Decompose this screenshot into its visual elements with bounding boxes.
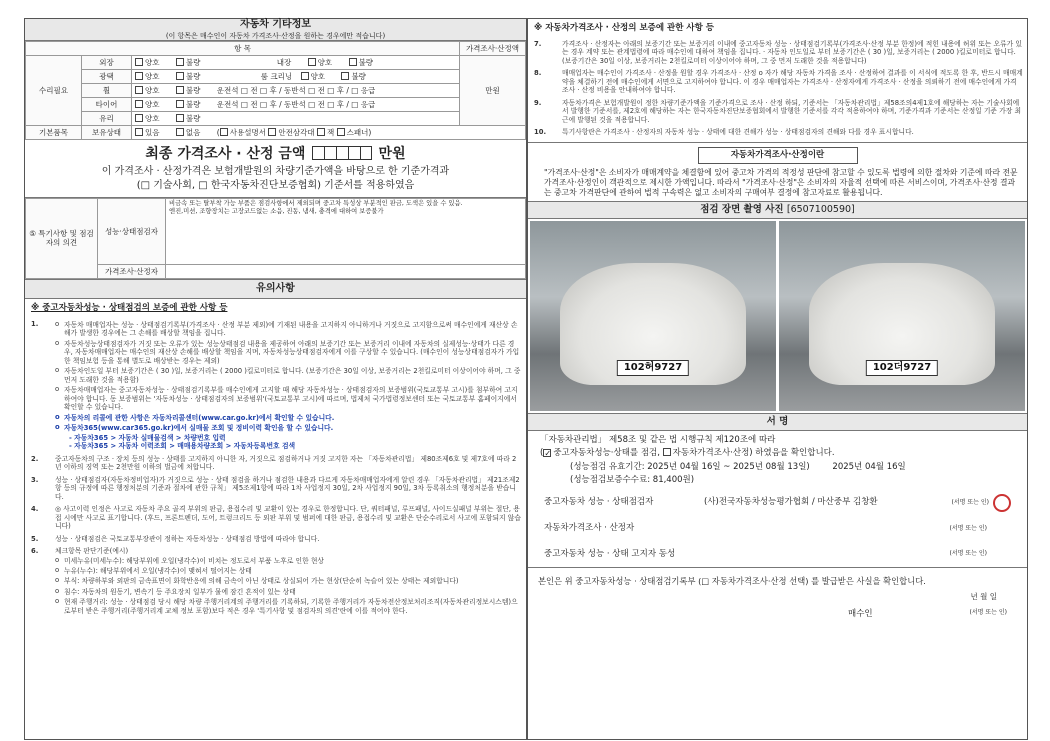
row-name: 휠 [82, 84, 132, 98]
buyer-row: 매수인 (서명 또는 인) [848, 609, 1007, 620]
checkbox[interactable] [176, 128, 184, 136]
row-options: 양호 불량 운전석 □ 전 □ 후 / 동반석 □ 전 □ 후 / □ 응급 [132, 98, 460, 112]
receipt-date: 년 월 일 [970, 591, 997, 601]
car365-sub-2: - 자동차365 > 자동차 이력조회 > 매매용차량조회 > 자동차등록번호 검색 [69, 442, 296, 451]
signature-title: 서 명 [528, 413, 1027, 431]
special-row2-label: 가격조사·산정자 [98, 264, 166, 278]
front-plate: 102허9727 [617, 360, 689, 377]
row-name: 타이어 [82, 98, 132, 112]
notice-item-3: 3. 성능 · 상태점검자(자동차정비업자)가 거짓으로 성능 · 상태 점검을 하거나 점검한 내용과 다르게 자동차매매업자에게 알린 경우 「자동차관리법」 제21조제2항 등의 규정에 따른 행정처분의 기준과 절차에 관한 규칙」 제5조제1항에 따라 1차 사업정지 30일, 2차 사업정지 90일, 3차 등록취소의 행정처분을 받습니다. [31, 475, 520, 501]
checkbox[interactable] [268, 128, 276, 136]
final-price-unit: 만원 [378, 146, 406, 163]
receipt-line: 본인은 위 중고자동차성능 · 상태점검기록부 (□ 자동차가격조사·산정 선택) 를 발급받은 사실을 확인합니다. [538, 575, 926, 586]
checkbox[interactable] [337, 128, 345, 136]
checkbox[interactable] [317, 128, 325, 136]
recall-link[interactable]: o 자동차의 리콜에 관한 사항은 자동차리콜센터(www.car.go.kr)에서 확인할 수 있습니다. [55, 413, 522, 423]
row-options: 양호 불량 운전석 □ 전 □ 후 / 동반석 □ 전 □ 후 / □ 응급 [132, 84, 460, 98]
final-desc-1: 이 가격조사 · 산정가격은 보험개발원의 차량기준가액을 바탕으로 한 기준가격과 [101, 165, 450, 177]
inspector-name: (사)전국자동차성능평가협회 / 마산중부 김창환 [704, 497, 878, 508]
row-options: 양호 불량 [132, 112, 460, 126]
checkbox[interactable] [176, 86, 184, 94]
notice-bullet: o 누유(누수): 해당부위에서 오일(냉각수)이 맺혀서 떨어지는 상태 [55, 566, 522, 576]
notice-item-5: 5. 성능 · 상태점검은 국토교통부장관이 정하는 자동차성능 · 상태점검 방법에 따라야 합니다. [31, 534, 320, 543]
checkbox[interactable] [135, 128, 143, 136]
notice-item-1: 1. o 자동차 매매업자는 성능 · 상태점검기록부(가격조사 · 산정 부분 제외)에 기재된 내용을 고지하지 아니하거나 거짓으로 고지함으로써 매수인에게 재산상 손해가 발생한 경우에는 그 손해를 배상할 책임을 집니다. o 자동차성능상태점검자가 거짓 또는 오류가 있는 성능상태점검 내용을 제공하여 아래의 보증기간 또는 보증거리 이내에 자동차의 실제성능·상태가 다른 경우, 자동차매매업자는 매수인의 재산상 손해를 배상할 책임을 지며, 자동차성능상태점검자에게 이를 구상할 수 있습니다. (매수인이 성능상태점검자가 가입한 책임보험 등을 통해 별도로 배상받는 경우는 제외) o 자동차인도일 부터 보증기간은 ( 30 )일, 보증거리는 ( 2000 )킬로미터로 합니다. (보증기간은 30일 이상, 보증거리는 2천킬로미터 이상이어야 하며, 그 중 먼저 도래한 것을 적용함) o 자동차매매업자는 중고자동차성능 · 상태점검기록부를 매수인에게 고지할 때 해당 자동차성능 · 상태점검자의 보증범위(국토교통부 고시)를 첨부하여 고지하여야 합니다. 동 보증범위는 '자동차성능 · 상태점검자의 보증범위'(국토교통부 고시)에 따르며, 법제처 국가법령정보센터 또는 국토교통부 홈페이지에서 확인할 수 있습니다. o 자동차의 리콜에 관한 사항은 자동차리콜센터(www.car.go.kr)에서 확인할 수 있습니다. o 자동차365(www.car365.go.kr)에서 실매물 조회 및 정비이력 확인을 할 수 있습니다. - 자동차365 > 자동차 실매물검색 > 차량번호 입력 - 자동차365 > 자동차 이력조회 > 매매용차량조회 > 자동차등록번호 검색 [25, 318, 526, 453]
confirm-line: (✓ 중고자동차성능·상태를 점검, 자동차가격조사·산정) 하였음을 확인합니다. [540, 448, 1015, 459]
row-options: 양호 불량 룸 크리닝 양호 불량 [132, 70, 460, 84]
notice-item-6: 6. 체크항목 판단기준(예시) o 미세누유(미세누수): 해당부위에 오일(냉각수)이 비치는 정도로서 부품 노후로 인한 현상 o 누유(누수): 해당부위에서 오일(냉각수)이 맺혀서 떨어지는 상태 o 부식: 차량하부와 외판의 금속표면이 화학반응에 의해 금속이 아닌 상태로 상실되어 가는 현상(단순히 녹슬어 있는 상태는 제외합니다) o 침수: 자동차의 원동기, 변속기 등 주요장치 일부가 물에 잠긴 흔적이 있는 상태 o 현재 주행거리: 성능 · 상태점검 당시 해당 차량 주행거리계의 주행거리를 기록하되, 기록한 주행거리가 자동차전산정보처리조직(자동차관리정보시스템)으로부터 받은 주행거리(주행거리계 교체 정보 포함)보다 적은 경우 '특기사항 및 점검자의 의견'란에 이를 적어야 한다. [25, 545, 526, 618]
final-price-section [25, 140, 526, 198]
photo-section-title: 점검 장면 촬영 사진 [6507100590] [528, 201, 1027, 219]
notice-bullet: o 자동차성능상태점검자가 거짓 또는 오류가 있는 성능상태점검 내용을 제공하여 아래의 보증기간 또는 보증거리 이내에 자동차의 실제성능·상태가 다른 경우, 자동차매매업자는 매수인의 재산상 손해를 배상할 책임을 지며, 자동차성능상태점검자에게 이를 구상할 수 있습니다. (매수인이 성능상태점검자가 가입한 책임보험 등을 통해 별도로 배상받는 경우는 제외) [55, 339, 522, 366]
special-row1-text: 비금속 또는 탈부착 가능 부품은 점검사항에서 제외되며 중고차 특성상 부분적인 판금, 도색은 있을 수 있음. 엔진,미션, 조향장치는 고장코드없는 소음, 진동, 냄새, 충격에 대하여 보증불가 [166, 198, 526, 264]
performance-checkbox[interactable] [543, 449, 551, 457]
notice-bullet: o 현재 주행거리: 성능 · 상태점검 당시 해당 차량 주행거리계의 주행거리를 기록하되, 기록한 주행거리가 자동차전산정보처리조직(자동차관리정보시스템)으로부터 받은 주행거리(주행거리계 교체 정보 포함)보다 적은 경우 '특기사항 및 점검자의 의견'란에 이를 적어야 한다. [55, 597, 522, 616]
notice-bullet: o 미세누유(미세누수): 해당부위에 오일(냉각수)이 비치는 정도로서 부품 노후로 인한 현상 [55, 556, 522, 566]
definition-box [528, 142, 1027, 201]
final-price-boxes[interactable] [312, 146, 372, 160]
notice-head: ※ 중고자동차성능 · 상태점검의 보증에 관한 사항 등 [31, 303, 228, 314]
signature-section [528, 431, 1027, 490]
appraiser-row: 자동차가격조사 · 산정자 (서명 또는 인) [544, 523, 987, 534]
other-info-title: 자동차 기타정보 (이 항목은 매수인이 자동차 가격조사·산정을 원하는 경우에만 적습니다) [25, 19, 526, 41]
checkbox[interactable] [176, 58, 184, 66]
rear-plate: 102더9727 [866, 360, 938, 377]
photo-area [528, 219, 1027, 413]
deposit-line: (성능점검보증수수료: 81,400원) [570, 474, 695, 485]
notice-bullet: o 자동차 매매업자는 성능 · 상태점검기록부(가격조사 · 산정 부분 제외)에 기재된 내용을 고지하지 아니하거나 거짓으로 고지함으로써 매수인에게 재산상 손해가 발생한 경우에는 그 손해를 배상할 책임을 집니다. [55, 320, 522, 339]
repair-label: 수리필요 [26, 56, 82, 126]
final-desc-2: (□ 기술사회, □ 한국자동차진단보증협회) 기준서를 적용하였음 [136, 180, 415, 192]
warranty-item-7: 7. 가격조사 · 산정자는 아래의 보증기간 또는 보증거리 이내에 중고자동차 성능 · 상태점검기록부(가격조사·산정 부분 한정)에 적힌 내용에 허위 또는 오류가 있는 경우 계약 또는 관계법령에 따라 매수인에 대하여 책임을 집니다. · 자동차 인도일로 부터 보증기간은 ( 30 )일, 보증거리는 ( 2000 )킬로미터로 합니다. (보증기간은 30일 이상, 보증거리는 2천킬로미터 이상이어야 하며, 그 중 먼저 도래한 것을 적용합니다) [534, 39, 1022, 65]
warranty-item-10: 10. 특기사항란은 가격조사 · 산정자의 자동차 성능 · 상태에 대한 견해가 성능 · 상태점검자의 견해와 다를 경우 표시합니다. [534, 127, 914, 136]
price-value: 만원 [460, 56, 526, 126]
inspector-row: 중고자동차 성능 · 상태점검자 (사)전국자동차성능평가협회 / 마산중부 김창환 (서명 또는 인) [528, 490, 1027, 516]
special-row2-value[interactable] [166, 264, 526, 278]
other-info-subtitle: (이 항목은 매수인이 자동차 가격조사·산정을 원하는 경우에만 적습니다) [165, 31, 386, 40]
car365-sub-1: - 자동차365 > 자동차 실매물검색 > 차량번호 입력 [69, 433, 226, 442]
checkbox[interactable] [308, 58, 316, 66]
row-name: 외장 [82, 56, 132, 70]
checkbox[interactable] [176, 114, 184, 122]
inspector-seal [993, 494, 1011, 512]
checkbox[interactable] [349, 58, 357, 66]
sign-date: 2025년 04월 16일 [832, 462, 906, 473]
checkbox[interactable] [135, 86, 143, 94]
other-info-table [25, 41, 526, 140]
basic-options: 있음 없음 ( 사용설명서 안전삼각대 잭 스패너) [132, 126, 526, 140]
notice-bullet: o 자동차매매업자는 중고자동차성능 · 상태점검기록부를 매수인에게 고지할 때 해당 자동차성능 · 상태점검자의 보증범위(국토교통부 고시)를 첨부하여 고지하여야 합니다. 동 보증범위는 '자동차성능 · 상태점검자의 보증범위'(국토교통부 고시)에 따르며, 법제처 국가법령정보센터 또는 국토교통부 홈페이지에서 확인할 수 있습니다. [55, 385, 522, 412]
notice-item-2: 2. 중고자동차의 구조 · 장치 등의 성능 · 상태를 고지하지 아니한 자, 거짓으로 점검하거나 거짓 고지한 자는 「자동차관리법」 제80조제6호 및 제7호에 따라 2년 이하의 징역 또는 2천만원 이하의 벌금에 처합니다. [31, 454, 517, 472]
left-column [24, 18, 527, 740]
basic-label: 기본품목 [26, 126, 82, 140]
checkbox[interactable] [301, 72, 309, 80]
car-front-photo [530, 221, 776, 411]
definition-title: 자동차가격조사·산정이란 [698, 147, 858, 164]
validity-line: (성능점검 유효기간: 2025년 04월 16일 ~ 2025년 08월 13일) 2025년 04월 16일 [570, 462, 906, 473]
final-price-title: 최종 가격조사 · 산정 금액 [145, 146, 306, 163]
law-line: 「자동차관리법」 제58조 및 같은 법 시행규칙 제120조에 따라 [540, 435, 776, 446]
col-price-header: 가격조사·산정액 [460, 42, 526, 56]
right-column [527, 18, 1028, 740]
notifier-row: 중고자동차 성능 · 상태 고지자 동성 (서명 또는 인) [528, 542, 1027, 568]
row-name: 유리 [82, 112, 132, 126]
notice-items [25, 318, 526, 619]
checkbox[interactable] [220, 128, 228, 136]
checkbox[interactable] [135, 114, 143, 122]
appraisal-checkbox[interactable] [663, 448, 671, 456]
notice-title: 유의사항 [25, 279, 526, 300]
checkbox[interactable] [176, 72, 184, 80]
checkbox[interactable] [135, 72, 143, 80]
car-rear-photo [779, 221, 1025, 411]
col-item-header: 항 목 [26, 42, 460, 56]
checkbox[interactable] [135, 58, 143, 66]
row-name: 광택 [82, 70, 132, 84]
checkbox[interactable] [135, 100, 143, 108]
special-notes-table [25, 198, 526, 279]
warranty-item-8: 8. 매매업자는 매수인이 가격조사 · 산정을 원할 경우 가격조사 · 산정 o 자가 해당 자동차 가격을 조사 · 산정하여 결과를 이 서식에 적도록 한 후, 반드시 매매계약을 체결하기 전에 매수인에게 서면으로 고지하여야 합니다. 이 경우 매매업자는 가격조사 · 산정자에게 가격조사 · 산정을 의뢰하기 전에 매수인에게 가격조사 · 산정 비용을 안내하여야 합니다. [534, 69, 1023, 95]
basic-name: 보유상태 [82, 126, 132, 140]
special-row1-label: 성능·상태점검자 [98, 198, 166, 264]
definition-text: "가격조사·산정"은 소비자가 매매계약을 체결함에 있어 중고차 가격의 적정성 판단에 참고할 수 있도록 법령에 의한 절차와 기준에 따라 전문 가격조사·산정인이 객관적으로 제시한 가액입니다. 따라서 "가격조사·산정"은 소비자의 자율적 선택에 따른 서비스이며, 가격조사·산정 결과는 중고차 가격판단에 관하여 법적 구속력은 없고 소비자의 구매여부 결정에 참고자료로 활용됩니다. [544, 168, 1018, 197]
notice-item-4: 4. ◎ 사고이력 인정은 사고로 자동차 주요 골격 부위의 판금, 용접수리 및 교환이 있는 경우로 한정합니다. 단, 쿼터패널, 루프패널, 사이드실패널 부위는 절단, 용접 시에만 사고로 표기합니다. (후드, 프론트펜더, 도어, 트렁크리드 등 외판 부위 및 범퍼에 대한 판금, 용접수리 및 교환은 단순수리로서 사고에 포함되지 않습니다) [31, 505, 521, 531]
photo-id: [6507100590] [786, 204, 855, 216]
car365-link[interactable]: o 자동차365(www.car365.go.kr)에서 실매물 조회 및 정비이력 확인을 할 수 있습니다. [55, 423, 522, 433]
notice-bullet: o 자동차인도일 부터 보증기간은 ( 30 )일, 보증거리는 ( 2000 )킬로미터로 합니다. (보증기간은 30일 이상, 보증거리는 2천킬로미터 이상이어야 하며, 그 중 먼저 도래한 것을 적용함) [55, 366, 522, 385]
row-options: 양호 불량 내장 양호 불량 [132, 56, 460, 70]
special-label: ⑤ 특기사항 및 점검자의 의견 [26, 198, 98, 278]
checkbox[interactable] [176, 100, 184, 108]
notice-bullet: o 부식: 차량하부와 외판의 금속표면이 화학반응에 의해 금속이 아닌 상태로 상실되어 가는 현상(단순히 녹슬어 있는 상태는 제외합니다) [55, 576, 522, 586]
warranty-head: ※ 자동차가격조사 · 산정의 보증에 관한 사항 등 [534, 23, 715, 33]
checkbox[interactable] [341, 72, 349, 80]
warranty-item-9: 9. 자동차가격은 보험개발원이 정한 차량기준가액을 기준가격으로 조사 · 산정 하되, 기준서는 「자동차관리법」제58조의4제1호에 해당하는 자는 기술사회에서 발행한 기준서를, 제2호에 해당하는 자는 한국자동차진단보증협회에서 발행한 기준서를 각각 적용하여야 하며, 기준가격과 기준서는 산정일 기준 가장 최근에 발행된 것을 적용합니다. [534, 98, 1022, 124]
notice-bullet: o 침수: 자동차의 원동기, 변속기 등 주요장치 일부가 물에 잠긴 흔적이 있는 상태 [55, 587, 522, 597]
